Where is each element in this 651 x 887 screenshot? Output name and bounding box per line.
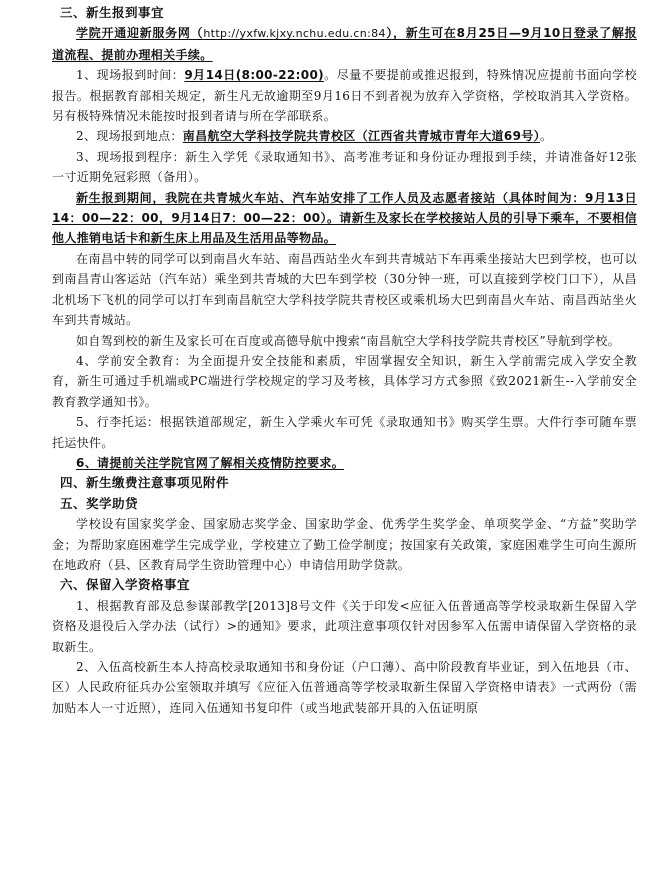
route-nanchang-paragraph: 在南昌中转的同学可以到南昌火车站、南昌西站坐火车到共青城站下车再乘坐接站大巴到学校，也可以到南昌青山客运站（汽车站）乘坐到共青城的大巴车到学校（30分钟一班，可以直接到学校门口下），从昌北机场下飞机的同学可以打车到南昌航空大学科技学院共青校区或乘机场大巴到南昌火车站、南昌西站坐火车到共青城站。 xyxy=(52,251,637,328)
welcome-site-text-start: 学院开通迎新服务网（ xyxy=(76,26,204,41)
registration-place-value: 南昌航空大学科技学院共青校区（江西省共青城市青年大道69号） xyxy=(182,129,540,144)
registration-time-details: 。尽量不要提前或推迟报到，特殊情况应提前书面向学校报告。根据教育部相关规定，新生凡无故逾期至9月16日不到者视为放弃入学资格，学校取消其入学资格。另有极特殊情况未能按时报到者请与所在学部联系。 xyxy=(52,68,637,124)
welcome-site-link[interactable]: http://yxfw.kjxy.nchu.edu.cn:84 xyxy=(203,27,386,41)
safety-education-paragraph: 4、学前安全教育：为全面提升安全技能和素质，牢固掌握安全知识，新生入学前需完成入学安全教育，新生可通过手机端或PC端进行学校规定的学习及考核，具体学习方式参照《致2021新生--入学前安全教育教学通知书》。 xyxy=(52,353,637,409)
registration-time-value: 9月14日(8:00-22:00) xyxy=(184,68,324,83)
section-heading-registration: 三、新生报到事宜 xyxy=(60,5,165,20)
registration-time-paragraph xyxy=(52,65,637,126)
luggage-paragraph: 5、行李托运：根据铁道部规定，新生入学乘火车可凭《录取通知书》购买学生票。大件行李可随车票托运快件。 xyxy=(52,415,637,450)
reservation-paragraph-2: 2、入伍高校新生本人持高校录取通知书和身份证（户口薄）、高中阶段教育毕业证，到入伍地县（市、区）人民政府征兵办公室领取并填写《应征入伍普通高等学校录取新生保留入学资格申请表》一式两份（需加贴本人一寸近照），连同入伍通知书复印件（或当地武装部开具的入伍证明原 xyxy=(52,660,637,715)
section-heading-reservation: 六、保留入学资格事宜 xyxy=(60,577,191,593)
pickup-notice-paragraph: 新生报到期间，我院在共青城火车站、汽车站安排了工作人员及志愿者接站（具体时间为：9月13日14：00—22：00，9月14日7：00—22：00）。请新生及家长在学校接站人员的引导下乘车，不要相信他人推销电话卡和新生床上用品及生活用品等物品。 xyxy=(52,190,637,246)
registration-procedure-paragraph: 3、现场报到程序：新生入学凭《录取通知书》、高考准考证和身份证办理报到手续，并请准备好12张一寸近期免冠彩照（备用）。 xyxy=(52,149,637,185)
reservation-paragraph-1: 1、根据教育部及总参谋部教学[2013]8号文件《关于印发<应征入伍普通高等学校录取新生保留入学资格及退役后入学办法（试行）>的通知》要求，此项注意事项仅针对因参军入伍需申请保留入学资格的录取新生。 xyxy=(52,598,637,654)
epidemic-notice-paragraph: 6、请提前关注学院官网了解相关疫情防控要求。 xyxy=(76,455,345,470)
scholarship-paragraph: 学校设有国家奖学金、国家励志奖学金、国家助学金、优秀学生奖学金、单项奖学金、“方益”奖助学金；为帮助家庭困难学生完成学业，学校建立了勤工俭学制度；按国家有关政策，家庭困难学生可向生源所在地政府（县、区教育局学生资助管理中心）申请信用助学贷款。 xyxy=(52,517,637,572)
registration-place-end: 。 xyxy=(540,129,553,144)
registration-time-label: 1、现场报到时间： xyxy=(76,68,185,83)
section-heading-scholarship: 五、奖学助贷 xyxy=(60,495,139,511)
welcome-site-text-end: ），新生可在8月25日—9月10日登录了解报道流程、提前办理相关手续。 xyxy=(52,26,637,62)
section-heading-fees: 四、新生缴费注意事项见附件 xyxy=(60,475,230,491)
route-selfdrive-paragraph: 如自驾到校的新生及家长可在百度或高德导航中搜索“南昌航空大学科技学院共青校区”导航到学校。 xyxy=(76,333,621,348)
registration-place-paragraph xyxy=(52,126,637,146)
welcome-site-paragraph xyxy=(52,23,637,65)
registration-place-label: 2、现场报到地点： xyxy=(76,129,183,144)
